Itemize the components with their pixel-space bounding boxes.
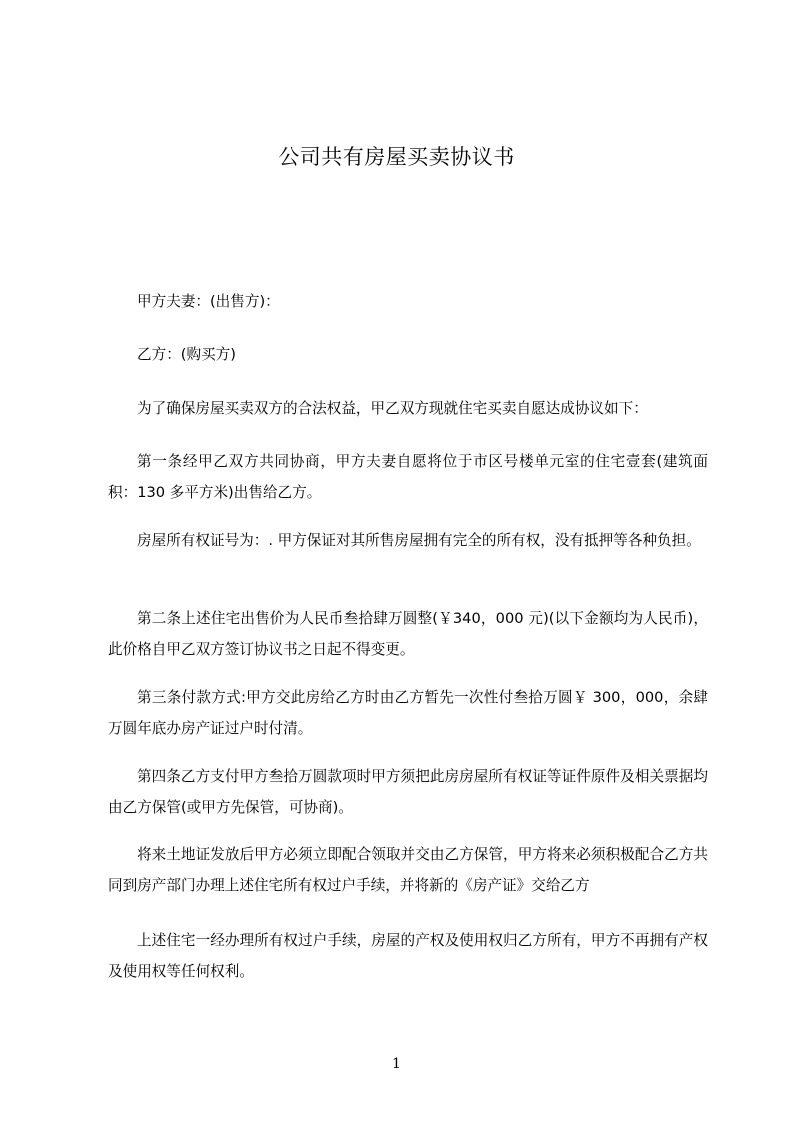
paragraph-party-b: 乙方：(购买方) xyxy=(137,346,236,363)
document-title: 公司共有房屋买卖协议书 xyxy=(278,145,515,169)
paragraph-article-3: 第三条付款方式:甲方交此房给乙方时由乙方暂先一次性付叁拾万圆￥ 300，000，余肆万圆年底办房产证过户时付清。 xyxy=(108,689,708,737)
paragraph-party-a: 甲方夫妻：(出售方)： xyxy=(137,293,280,310)
paragraph-article-2: 第二条上述住宅出售价为人民币叁拾肆万圆整(￥340，000 元)(以下金额均为人民币)，此价格自甲乙双方签订协议书之日起不得变更。 xyxy=(108,610,708,658)
page-number: 1 xyxy=(392,1056,401,1072)
paragraph-article-1: 第一条经甲乙双方共同协商，甲方夫妻自愿将位于市区号楼单元室的住宅壹套(建筑面积：130 多平方米)出售给乙方。 xyxy=(108,453,708,501)
paragraph-certificate: 房屋所有权证号为：. 甲方保证对其所售房屋拥有完全的所有权，没有抵押等各种负担。 xyxy=(137,532,701,549)
paragraph-ownership-transfer: 上述住宅一经办理所有权过户手续，房屋的产权及使用权归乙方所有，甲方不再拥有产权及使用权等任何权利。 xyxy=(108,932,708,980)
paragraph-intro: 为了确保房屋买卖双方的合法权益，甲乙双方现就住宅买卖自愿达成协议如下： xyxy=(137,400,648,417)
paragraph-article-4: 第四条乙方支付甲方叁拾万圆款项时甲方须把此房房屋所有权证等证件原件及相关票据均由乙方保管(或甲方先保管，可协商)。 xyxy=(108,768,708,816)
paragraph-land-certificate: 将来土地证发放后甲方必须立即配合领取并交由乙方保管，甲方将来必须积极配合乙方共同到房产部门办理上述住宅所有权过户手续，并将新的《房产证》交给乙方 xyxy=(108,846,708,894)
